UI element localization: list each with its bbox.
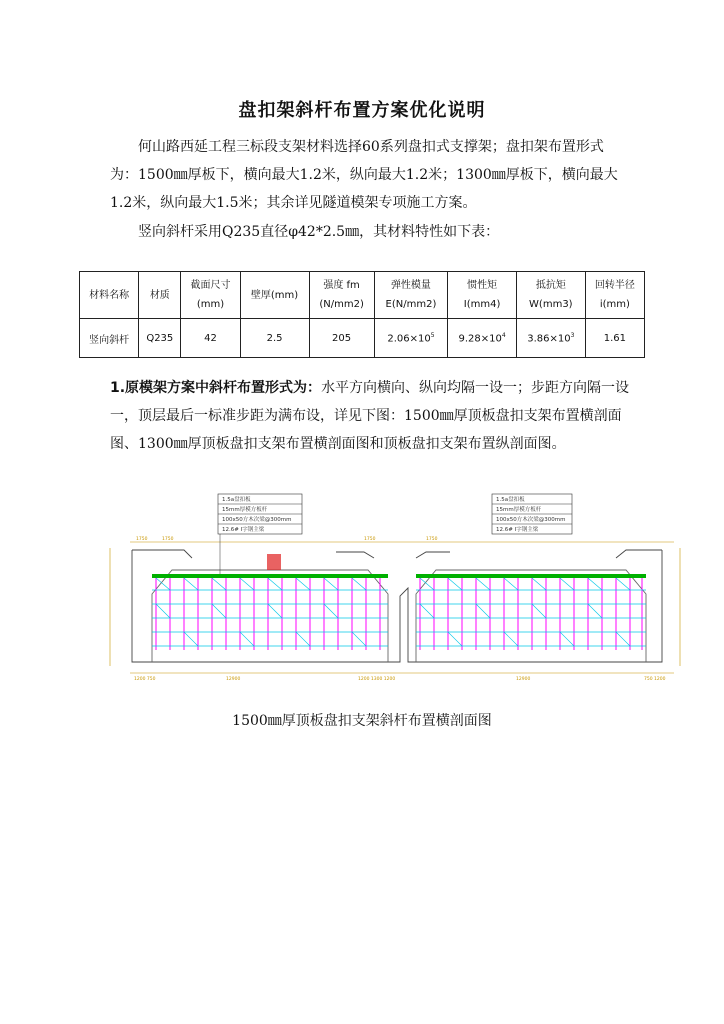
figure-caption: 1500㎜厚顶板盘扣支架斜杆布置横剖面图 xyxy=(232,713,492,729)
note-text: 100x50方木次梁@300mm xyxy=(496,517,566,523)
cell-inertia: $9.28\times 10^4$ xyxy=(448,319,517,358)
header-cell: 材料名称 xyxy=(80,272,139,319)
note-text: 1.5a盘扣板 xyxy=(222,497,251,503)
cell-elastic: $2.06\times 10^5$ xyxy=(374,319,448,358)
cell-radius: 1.61 xyxy=(585,319,644,358)
table-header-row xyxy=(80,272,645,319)
dim-label: 1200 750 xyxy=(134,677,156,682)
cell-resist: $3.86\times 10^3$ xyxy=(516,319,585,358)
note-text: 12.6# I字钢主梁 xyxy=(496,527,539,533)
horizontal-ledgers xyxy=(416,590,646,646)
header-cell: 壁厚(mm) xyxy=(240,272,309,319)
dim-label: 12900 xyxy=(226,677,241,682)
horizontal-ledgers xyxy=(152,590,388,646)
header-cell: 材质 xyxy=(139,272,181,319)
left-scaffold xyxy=(152,554,388,650)
header-cell: 弹性模量 E(N/mm2) xyxy=(374,272,448,319)
note-text: 100x50方木次梁@300mm xyxy=(222,517,292,523)
left-notes-legend xyxy=(218,494,302,574)
right-notes-legend xyxy=(492,494,572,534)
scaffold-cross-section-drawing xyxy=(96,490,692,690)
note-text: 15mm厚模方板杆 xyxy=(222,507,268,513)
header-cell: 回转半径 i(mm) xyxy=(585,272,644,319)
note-text: 1.5a盘扣板 xyxy=(496,497,525,503)
vertical-poles xyxy=(420,578,642,650)
dim-label: 1750 xyxy=(136,537,148,542)
dimension-lines xyxy=(110,542,680,673)
intro-paragraph: 何山路西延工程三标段支架材料选择60系列盘扣式支撑架；盘扣架布置形式为：1500㎜厚板下，横向最大1.2米，纵向最大1.2米；1300㎜厚板下，横向最大1.2米，纵向最大1.5米；其余详见隧道模架专项施工方案。 xyxy=(110,139,618,211)
note-text: 12.6# I字钢主梁 xyxy=(222,527,265,533)
header-cell: 强度 fm (N/mm2) xyxy=(309,272,374,319)
right-scaffold xyxy=(416,574,646,650)
header-cell: 抵抗矩 W(mm3) xyxy=(516,272,585,319)
vertical-poles xyxy=(156,578,380,650)
cell-wall: 2.5 xyxy=(240,319,309,358)
page-title: 盘扣架斜杆布置方案优化说明 xyxy=(238,100,486,121)
material-properties-table xyxy=(79,271,645,358)
header-cell: 惯性矩 I(mm4) xyxy=(448,272,517,319)
dim-label: 1200 1300 1200 xyxy=(358,677,396,682)
header-cell: 截面尺寸 (mm) xyxy=(181,272,240,319)
diagonal-braces xyxy=(420,578,630,646)
highlight-block xyxy=(267,554,281,570)
section-1-paragraph xyxy=(110,374,630,458)
section-1-body: 水平方向横向、纵向均隔一设一；步距方向隔一设一，顶层最后一标准步距为满布设，详见下图：1500㎜厚顶板盘扣支架布置横剖面图、1300㎜厚顶板盘扣支架布置横剖面图和顶板盘扣支架布置纵剖面图。 xyxy=(110,380,630,452)
dim-label: 1750 xyxy=(426,537,438,542)
section-1-lead: 1.原模架方案中斜杆布置形式为： xyxy=(110,380,322,396)
deck-beam xyxy=(152,574,388,578)
dim-label: 1750 xyxy=(162,537,174,542)
dim-label: 750 1200 xyxy=(644,677,666,682)
cell-section: 42 xyxy=(181,319,240,358)
cell-material: Q235 xyxy=(139,319,181,358)
cell-name: 竖向斜杆 xyxy=(80,319,139,358)
dim-label: 12900 xyxy=(516,677,531,682)
dim-label: 1750 xyxy=(364,537,376,542)
cell-strength: 205 xyxy=(309,319,374,358)
deck-beam xyxy=(416,574,646,578)
diagonal-braces xyxy=(156,578,366,646)
material-paragraph: 竖向斜杆采用Q235直径φ42*2.5㎜，其材料特性如下表： xyxy=(138,224,500,240)
table-row xyxy=(80,319,645,358)
note-text: 15mm厚模方板杆 xyxy=(496,507,542,513)
